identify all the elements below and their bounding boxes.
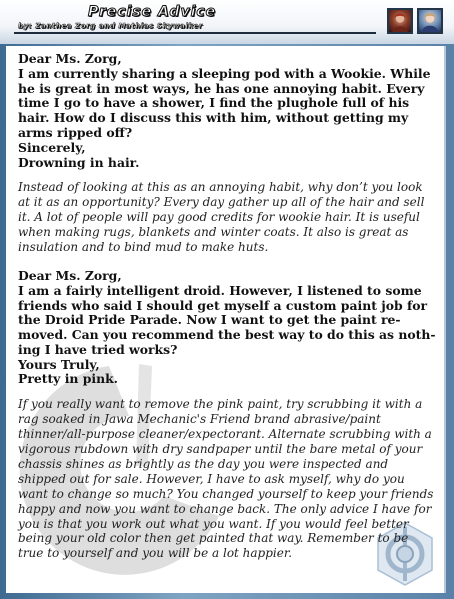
reader-letter: [18, 269, 436, 387]
letter-body: I am a fairly intelligent droid. However, I listened to some friends who said I should get myself a custom paint job for the Droid Pride Parade. Now I want to get the paint re-moved. Can you recommend the best way to do this as noth-ing I have tried works?: [18, 282, 436, 357]
column-header: [0, 0, 454, 44]
column-title: Precise Advice: [88, 4, 217, 20]
letter-salutation: Dear Ms. Zorg,: [18, 51, 122, 66]
advice-column-text: [18, 52, 436, 575]
author-avatar-zanthea: [387, 8, 413, 34]
author-avatar-mathias: [417, 8, 443, 34]
portrait-icon: [389, 10, 411, 32]
header-divider: [14, 32, 376, 34]
letter-salutation: Dear Ms. Zorg,: [18, 267, 122, 283]
article-body: [6, 46, 446, 593]
letter-body: I am currently sharing a sleeping pod with a Wookie. While he is great in most ways, he has one annoying habit. Every time I go to have a shower, I find the plughole full of his hair. How do I discuss this with him, without getting my arms ripped off?: [18, 65, 431, 140]
advice-reply: If you really want to remove the pink paint, try scrubbing it with a rag soaked in Jawa Mechanic's Friend brand abrasive/paint thinner/all-purpose cleaner/expectorant. Alternate scrubbing with a vigorous rubdown with dry sandpaper until the bare metal of your chassis shines as brightly as the day you were inspected and shipped out for sale. However, I have to ask myself, why do you want to change so much? You changed yourself to keep your friends happy and now you want to change back. The only advice I have for you is that you work out what you want. If you would feel better being your old color then get painted that way. Remember to be true to yourself and you will be a lot happier.: [18, 397, 434, 561]
letter-signature: Pretty in pink.: [18, 371, 118, 387]
portrait-icon: [419, 10, 441, 32]
reader-letter: [18, 52, 436, 170]
column-byline: by: Zanthea Zorg and Mathias Skywalker: [18, 22, 203, 30]
letter-signature: Drowning in hair.: [18, 154, 140, 170]
letter-closing: Sincerely,: [18, 139, 86, 155]
letter-closing: Yours Truly,: [18, 356, 100, 372]
advice-reply: Instead of looking at this as an annoying habit, why don’t you look at it as an opportunity? Every day gather up all of the hair and sell it. A lot of people will pay good credits for wookie hair. It is useful when making rugs, blankets and winter coats. It also is great as insulation and to bind mud to make huts.: [18, 180, 425, 254]
